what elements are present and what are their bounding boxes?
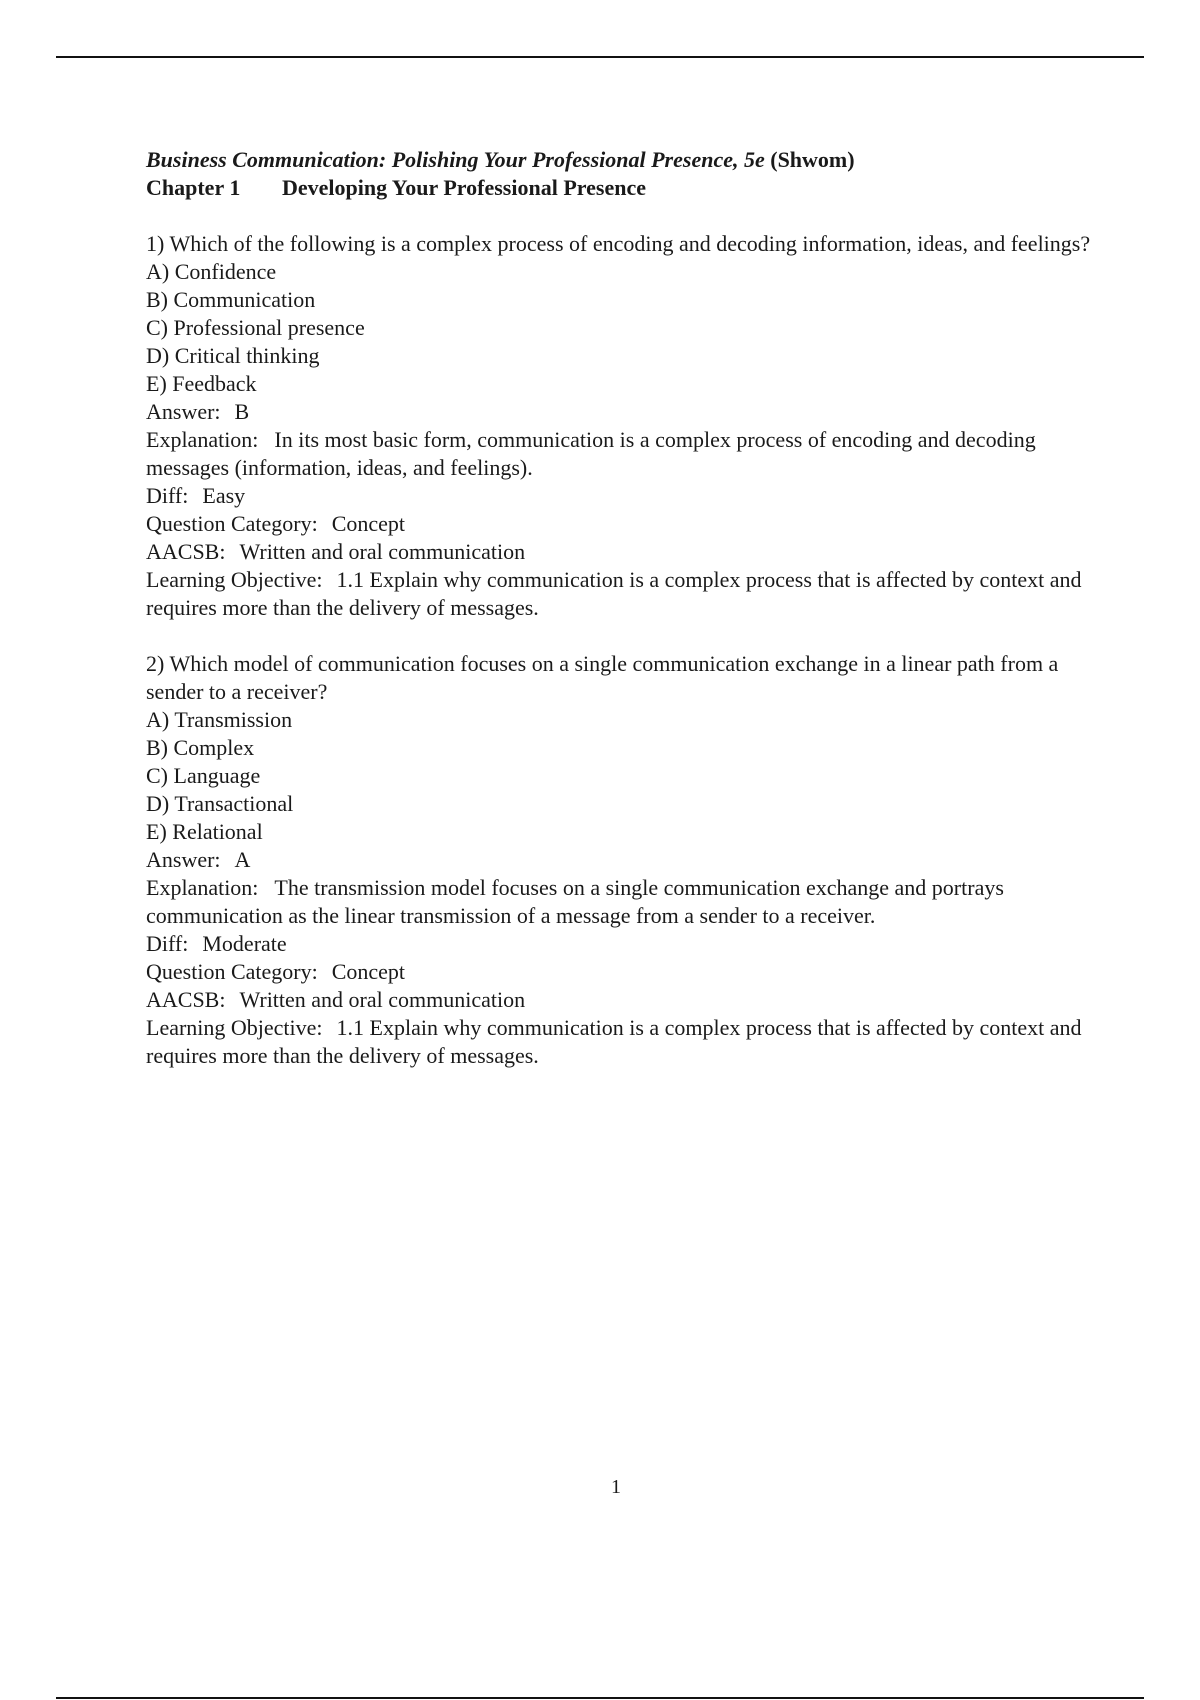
category-line	[146, 510, 1096, 538]
aacsb-label: AACSB:	[146, 987, 226, 1012]
answer-line	[146, 398, 1096, 426]
option-c: C) Professional presence	[146, 315, 365, 340]
answer-label: Answer:	[146, 847, 221, 872]
difficulty-value: Easy	[202, 483, 246, 508]
option-d: D) Transactional	[146, 791, 294, 816]
explanation-text: In its most basic form, communication is a complex process of encoding and decoding messages (information, ideas, and feelings).	[146, 427, 1036, 480]
question-1	[146, 230, 1096, 622]
explanation-line	[146, 874, 1096, 930]
page-number: 1	[611, 1476, 621, 1498]
answer-label: Answer:	[146, 399, 221, 424]
question-text: Which model of communication focuses on a single communication exchange in a linear path from a sender to a receiver?	[146, 651, 1059, 704]
aacsb-value: Written and oral communication	[239, 539, 526, 564]
objective-text: 1.1 Explain why communication is a complex process that is affected by context and requires more than the delivery of messages.	[146, 1015, 1082, 1068]
option-e: E) Relational	[146, 819, 263, 844]
option-b: B) Complex	[146, 735, 255, 760]
objective-label: Learning Objective:	[146, 567, 323, 592]
document-title	[146, 146, 1096, 174]
question-text: Which of the following is a complex process of encoding and decoding information, ideas, and feelings?	[169, 231, 1091, 256]
option-e: E) Feedback	[146, 371, 257, 396]
objective-text: 1.1 Explain why communication is a complex process that is affected by context and requires more than the delivery of messages.	[146, 567, 1082, 620]
answer-value: B	[234, 399, 250, 424]
category-line	[146, 958, 1096, 986]
question-stem	[146, 230, 1096, 258]
chapter-title: Developing Your Professional Presence	[282, 175, 646, 200]
page-content	[146, 146, 1096, 1070]
chapter-number: Chapter 1	[146, 175, 241, 200]
book-author: (Shwom)	[770, 147, 855, 172]
option-a: A) Confidence	[146, 259, 277, 284]
answer-value: A	[234, 847, 251, 872]
explanation-label: Explanation:	[146, 875, 259, 900]
category-value: Concept	[331, 511, 406, 536]
aacsb-label: AACSB:	[146, 539, 226, 564]
top-rule	[56, 56, 1144, 58]
objective-label: Learning Objective:	[146, 1015, 323, 1040]
category-label: Question Category:	[146, 959, 318, 984]
explanation-line	[146, 426, 1096, 482]
chapter-heading	[146, 174, 1096, 202]
aacsb-value: Written and oral communication	[239, 987, 526, 1012]
difficulty-value: Moderate	[202, 931, 287, 956]
bottom-rule	[56, 1697, 1144, 1699]
difficulty-label: Diff:	[146, 931, 189, 956]
book-title: Business Communication: Polishing Your Professional Presence, 5e	[146, 147, 765, 172]
option-b: B) Communication	[146, 287, 316, 312]
category-label: Question Category:	[146, 511, 318, 536]
explanation-label: Explanation:	[146, 427, 259, 452]
aacsb-line	[146, 986, 1096, 1014]
question-2	[146, 650, 1096, 1070]
difficulty-label: Diff:	[146, 483, 189, 508]
option-c: C) Language	[146, 763, 261, 788]
question-number: 1)	[146, 231, 165, 256]
question-stem	[146, 650, 1096, 706]
aacsb-line	[146, 538, 1096, 566]
option-a: A) Transmission	[146, 707, 293, 732]
category-value: Concept	[331, 959, 406, 984]
difficulty-line	[146, 930, 1096, 958]
difficulty-line	[146, 482, 1096, 510]
objective-line	[146, 566, 1096, 622]
explanation-text: The transmission model focuses on a single communication exchange and portrays communication as the linear transmission of a message from a sender to a receiver.	[146, 875, 1004, 928]
question-number: 2)	[146, 651, 165, 676]
answer-line	[146, 846, 1096, 874]
option-d: D) Critical thinking	[146, 343, 320, 368]
objective-line	[146, 1014, 1096, 1070]
